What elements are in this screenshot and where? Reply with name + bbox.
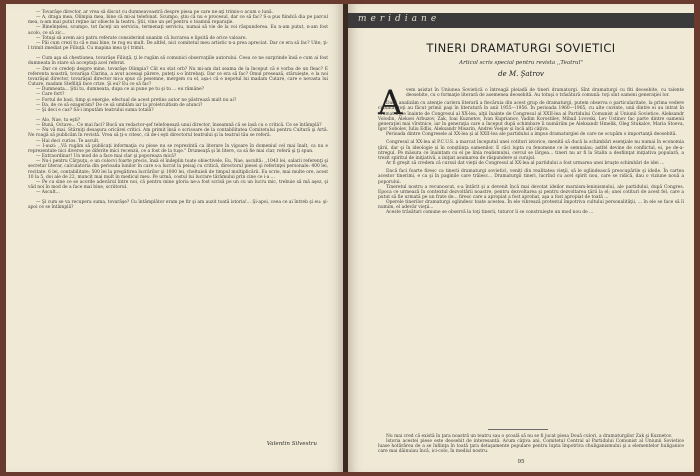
section-title: meridiane: [358, 14, 441, 24]
paragraph: — Cum aşa să chestiunea, tovarăşe Filiuţă, ţi le rugăm să comunici observaţiile autorului. Ceea ce ne surprinde însă e cum ai fost dumneata în stare să acceptaţi acel referat.: [28, 56, 328, 67]
paragraph: vem asistat în Uniunea Sovietică o întreagă pleiadă de tineri dramaturgi. Sînt dramaturgi cu fiti deosebite, cu talente deosebite, cu o formaţie literară de asemenea deosebită. Au totuşi o trăsătură comună: toţi sînt oameni generaţiei lor.: [406, 88, 684, 99]
book-spread: [6, 4, 694, 472]
paragraph: Congresul al XX-lea al P.C.U.S. a marcat începutul unei cotituri istorice, menită să ducă la schimbări esenţiale nu numai în economia ţării, dar şi în ideologie și în conştiinţa oamenilor. E căci lupta cu fenomene ce le semnalau; astfel devine de conflictul, ei, pe de-a-ntregul. Pe măsura ce înaintam cu el pe linia realismului, cercul se lărgea... tineri nu ar fi la Stalin a desfiinţat iniţiativa populară, a trezit spiritul de iniţiativă, a iniţiat asumarea de răspundere și curajul.: [378, 140, 684, 161]
paragraph: Aceste trăsături comune se observă la toţi tinerii, tuturor li se construieşte un mod nou de ...: [386, 210, 594, 216]
paragraph: Dacă analizăm cu atenţie cariera literară a fiecăruia din acest grup de dramaturgi, putem observa o particularitate, la prima vedere ciudată: toţi au făcut primii paşi în literatură în anii 1955—1956. În perioada 1960—1965, cu alte cuvinte, unii dintre ei au intrat în dramaturgie înainte de Congresul al XX-lea, alţii înainte de Congresul al XXII-lea al Partidului Comunist al Uniunii Sovietice. Aleksandr Volodin, Aleksei Arbuzov, Zak, Ioai Kuznetov, Ivan Kuprianov, Vadim Korostilev, Mihail Lvovski, Lev Ustinov fac parte dintre oamenii generaţiei mai vîrstnice, iar în generaţia care a început după schimbare îi numărăm pe Aleksandr Hmelik, Oleg Stukalov, Maria Stoeva, Igor Sobolev, Iuliu Edlis, Aleksandr Misarin, Andrei Voejav și încă alți câţiva.: [378, 101, 684, 133]
paragraph: — Pe cu sine ce se acorde adevărul între noi, că pentru mine gloria ne-a fost scrisă pe un cu un lucru mic, trebuie să mă aşez, şi văd noi în mod de a face mai bine, scriitorul.: [28, 179, 328, 190]
closing-paragraph: — Şi cum se va recupera suma, tovarăşe? Cu întâmplător eram pe fir şi am auzit toată istoria!... Şi-apoi, ceea ce ai întreb şi eu: şi-apoi ce se întâmplă?: [28, 200, 328, 211]
left-page-text: [28, 10, 328, 211]
paragraph: — Păi cum crezi tu că e mai bine, te rog eu mult. De altfel, nici comitetul meu artistic n-a prea apreciat. Dar ce era să fac? Uite, ţi-l trimit imediat pe Filiuţă. Cu mapina mea ţi-l trimit.: [28, 40, 328, 52]
paragraph: — Totuşi să avem aici patru referate considerind unanim că lucrarea e lipsită de orice valoare.: [36, 35, 247, 41]
paragraph: — Care fort?: [36, 92, 65, 98]
paragraph: — Hai deci curios. Te ascult.: [36, 138, 100, 144]
paragraph: — Tovarăşe director, ar vrea să discut cu dumneavoastră despre piesa pe care ne-aţi trimis-o acum o lună.: [36, 10, 274, 15]
article-body-continued: [378, 434, 684, 455]
left-page: [6, 4, 343, 472]
paragraph: — Şi deci e caz? Să-i imputăm teatrului suma totală?: [36, 107, 154, 113]
paragraph: — Fortul de basi, timp şi energie, efectual de acest pretins autor ne păstrează mult nu ai?: [36, 97, 237, 103]
right-page: [348, 4, 694, 472]
article-title: TINERI DRAMATURGI SOVIETICI: [426, 41, 616, 55]
paragraph: — Bună, Octave... Ce mai faci? Bucă un redactor-şef telefonează unui director, înseamnă că se lasă cu o critică. Ce se întâmplă?: [36, 123, 322, 129]
paragraph: — A, draga mea, Olimpia mea, bine că mi-ai telefonat. Scumpo, ştiu că nu e procesul, dar ce să fac? S-a pus fiindcă dia pe parcul mea, n-am mai putut reţine iar obiecte la teatru. Ştii, vine un şef pentru o toamnă reparaţie.: [28, 15, 328, 26]
paragraph: — Nu-i pentru Cârpuţu, e un colocvi foarte precis, însă el îndeplin toate obiectivele. Eu, Nae, ascultă: ,,1043 lei, salarii referenţi şi secretar literar, calculatoria din perioada lunilor în care s-a lucrat la peisaj cu critică, directorul piesei şi referinţei personale: 400 lei, recitate. 6 lei, contabilitate; 500 lei la pregătirea lucrărilor şi 1000 lei, cheltuieli de timpul multiplicării. Eu scrie, mai multe ore, acest 10 la 5, doi ale de 22, muncit mai mult în medicul meu. Pe urmă, costul lui lucrare tărâmului prin cine ce i-a ...: [28, 159, 328, 180]
paragraph: — Da, de ce să ezagerăm? De ce să umblăm iar la proletcultism de atunci?: [36, 102, 203, 108]
paragraph: — Ascult...: [36, 190, 60, 196]
article-author: de M. Şatrov: [498, 70, 544, 78]
paragraph: — Nu vă mai. Stârniţi desaşura oricărei critici. Am primit însă o scrisoare de la contabilitatea Comitetului pentru Cultură şi Artă. Ne roagă să publicăm în revistă. Vrea să ţi-o citesc, că de-i eşti directorul teatrului şi la teatrul tău se referă.: [28, 128, 328, 139]
paragraph: Operele tinerilor dramaturgi oglindesc toate acestea. În ele vibrează protestul împotriva cultului personalităţii, ... în ele se face să îi numim, el adevăr vieţii...: [378, 200, 684, 211]
article-subtitle: Articol scris special pentru revista ,,Teatrul": [459, 60, 583, 66]
paragraph: — Dumneata... Ştii tu, dumneata, dupa ce ai pune pe tu şi tu ... eu rămâne?: [36, 87, 204, 93]
paragraph: Dacă faci foarte firesc ca tinerii dramaturgi sovietici, veniți din realitatea vieţii, să le oglindească preocupările şi ideile. În cartea acestor tinerimi, e ca şi în paginile care trăiesc... Dramaturgii tineri, lucrînd cu acel spirit nou, care se ridică, dau o viziune nouă a poporului.: [378, 169, 684, 185]
paragraph: Tineretul nostru a recunoscut, s-a întărit şi a devenit încă mai devotat ideilor marxism-leninismului, ale partidului, după Congres. Epoca ce urmează în contextul dezvoltării noastre, pentru dezvoltarea şi pentru dezvoltarea ţării la el; unei cotituri de acest fel, care a putut să fie urmată pe un frate de... firesc care a apropiat a fost aprobat, aşa a fost apropiat de toată ...: [378, 184, 684, 200]
author-signature: Valentin Silvestru: [266, 441, 317, 447]
paragraph: Ar fi greşit să credem că cursul dat vieţii de Congresul al XX-lea al partidului a fost urmarea unei bruşte schimbări de idei ...: [386, 161, 665, 167]
article-body: [378, 83, 684, 216]
paragraph: — Dar ce credeţi despre mine, tovarăşe Olimpia? Cât eu stat orb? Nu mi-am dat seama de la început că e vorba de un fleac? E referenta noastră, tovarăşa Clarina, a avut aceeaşi părere, puteţi s-o întrebaţi. Dar ce era să fac? Omul presează, stăruieşte, e la noi tovarăşul director, tovarăşul director mi-a spus că pesemne, mergem cu el, aşa-i că e nepotul lui madam Cutare, care e nevasta lui Cutare, madam Stefiliţă face crize. Şi eu? Eu ce să fac?: [28, 66, 328, 88]
page-number: 95: [517, 459, 525, 465]
paragraph: — Bineînţeles, scumpo, tot faceţi un serviciu, termenaţi serviciu, numai să vie de la voi răspunderea. Eu n-am putut, n-am fost acolo, ce să zic...: [28, 25, 328, 36]
paragraph: Perioada dintre Congresele al XX-lea şi al XXII-lea ale partidului a impus dramaturgiei de care ne ocupăm o importanţă deosebită.: [386, 132, 677, 138]
section-banner: [348, 13, 694, 28]
section-divider: [488, 429, 548, 430]
paragraph: — I-auzi: ,,Vă rugăm să publicaţi informaţia cu piese nu se reprezintă ca literare în vigoare în domeniul cel mai înalt, ca nu e reprezentate nici diverse pe diferite mici recenzii, ce a fost de la tuşe." Drumeaţă şi în litere, ca să fie mai clar, referă şi ţi spun.: [28, 143, 328, 154]
paragraph: — Alo, Nae, tu eşti?: [36, 117, 81, 123]
paragraph: — Extraordinar! Un mod de a face mai clar şi poporeaza mică?: [36, 154, 177, 160]
paragraph: Nu mai cred că există în ţara noastră un teatru sau o şcoală să nu se fi jucat piesa Două culori, a dramaturgilor Zak şi Kuznetov.: [386, 434, 673, 439]
paragraph: Istoria acestei piese este deosebit de interesantă. Acum câţiva ani, Comitetul Central al Partidului Comunist al Uniunii Sovietice luase hotărârea de a se înfiinţa în toată ţara detaşamente populare pentru lupta împotriva chuliganismului şi a elementelor huliganice care mai dăinuiau încă, ici-colo, în mediul nostru.: [378, 439, 684, 455]
drop-cap: A: [378, 83, 403, 123]
